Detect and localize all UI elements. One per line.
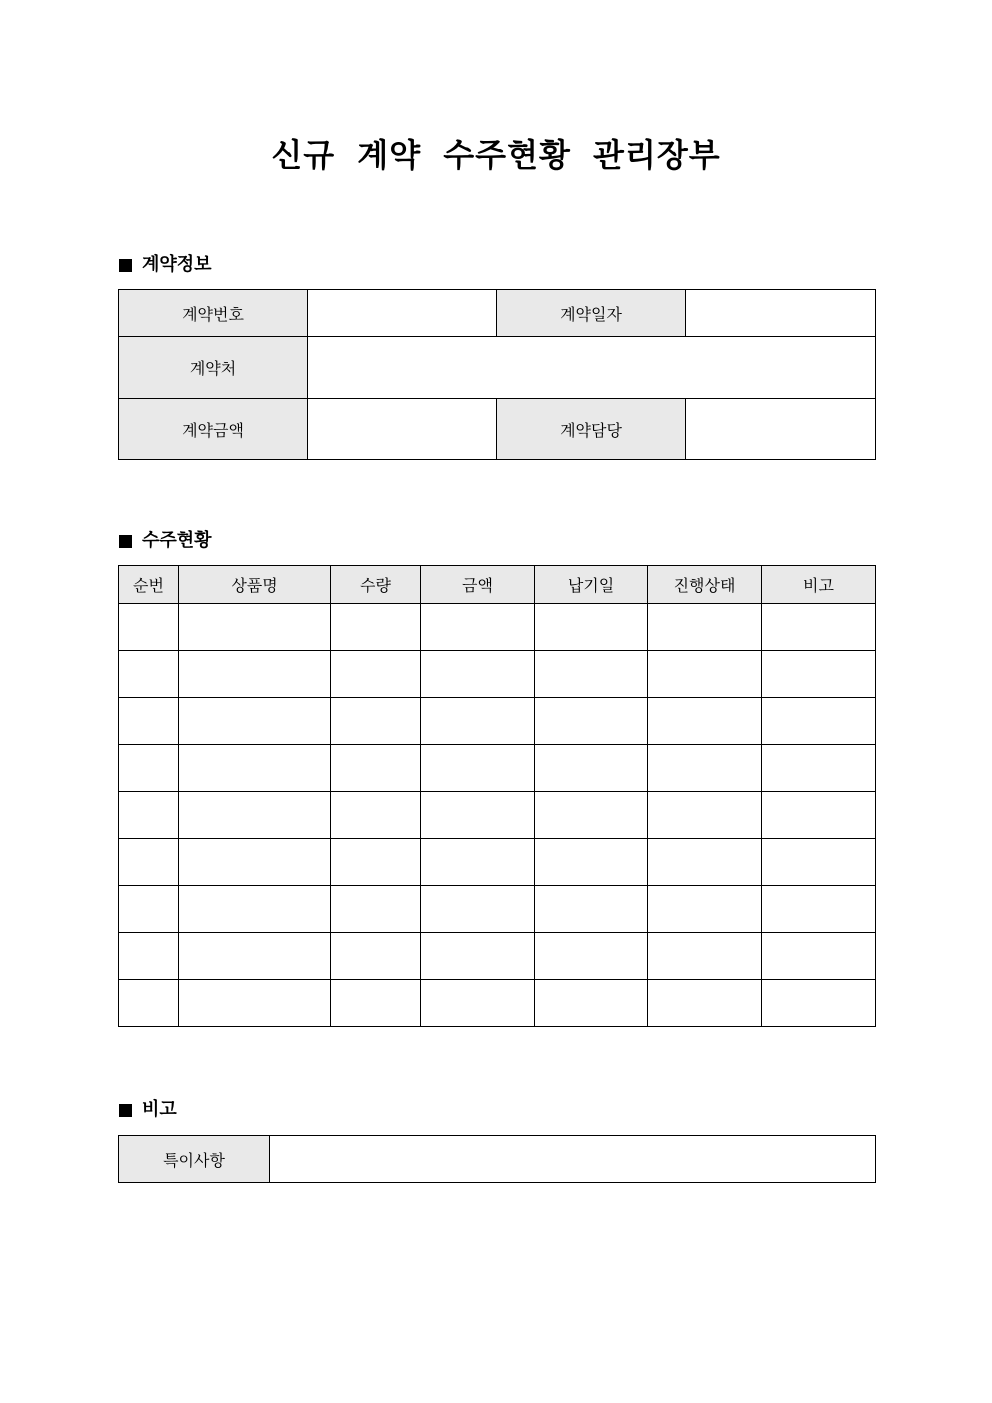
order-cell-status[interactable]: [648, 698, 762, 745]
order-cell-quantity[interactable]: [331, 651, 421, 698]
orders-section-heading: [119, 529, 212, 553]
order-cell-due-date[interactable]: [535, 698, 648, 745]
order-cell-index[interactable]: [119, 792, 179, 839]
order-cell-product[interactable]: [179, 792, 331, 839]
orders-table-body: [119, 604, 876, 1027]
order-cell-index[interactable]: [119, 745, 179, 792]
remarks-table: [118, 1135, 876, 1183]
order-cell-amount[interactable]: [421, 651, 535, 698]
order-cell-due-date[interactable]: [535, 651, 648, 698]
order-cell-due-date[interactable]: [535, 792, 648, 839]
order-cell-due-date[interactable]: [535, 839, 648, 886]
order-cell-note[interactable]: [762, 604, 876, 651]
column-header-status: 진행상태: [648, 566, 762, 604]
contract-section-title: 계약정보: [142, 254, 212, 275]
order-cell-status[interactable]: [648, 886, 762, 933]
column-header-note: 비고: [762, 566, 876, 604]
special-notes-label: 특이사항: [119, 1136, 270, 1183]
contract-date-field[interactable]: [686, 290, 876, 337]
order-cell-index[interactable]: [119, 839, 179, 886]
column-header-index: 순번: [119, 566, 179, 604]
order-cell-status[interactable]: [648, 839, 762, 886]
order-cell-note[interactable]: [762, 745, 876, 792]
contract-manager-label: 계약담당: [497, 399, 686, 460]
order-cell-quantity[interactable]: [331, 604, 421, 651]
table-row: [119, 792, 876, 839]
contract-amount-field[interactable]: [308, 399, 497, 460]
order-cell-status[interactable]: [648, 792, 762, 839]
order-cell-quantity[interactable]: [331, 745, 421, 792]
order-cell-status[interactable]: [648, 651, 762, 698]
order-cell-product[interactable]: [179, 651, 331, 698]
order-cell-due-date[interactable]: [535, 886, 648, 933]
table-row: [119, 698, 876, 745]
table-row: [119, 651, 876, 698]
order-cell-index[interactable]: [119, 886, 179, 933]
order-cell-status[interactable]: [648, 933, 762, 980]
order-cell-amount[interactable]: [421, 792, 535, 839]
table-row: [119, 604, 876, 651]
order-cell-quantity[interactable]: [331, 886, 421, 933]
order-cell-amount[interactable]: [421, 698, 535, 745]
order-cell-amount[interactable]: [421, 933, 535, 980]
order-cell-note[interactable]: [762, 980, 876, 1027]
document-title: 신규 계약 수주현황 관리장부: [271, 136, 721, 174]
contract-manager-field[interactable]: [686, 399, 876, 460]
order-cell-product[interactable]: [179, 933, 331, 980]
order-cell-quantity[interactable]: [331, 698, 421, 745]
order-cell-amount[interactable]: [421, 839, 535, 886]
special-notes-field[interactable]: [270, 1136, 876, 1183]
order-cell-index[interactable]: [119, 604, 179, 651]
order-cell-index[interactable]: [119, 651, 179, 698]
square-bullet-icon: [119, 535, 132, 548]
order-cell-due-date[interactable]: [535, 745, 648, 792]
order-cell-amount[interactable]: [421, 604, 535, 651]
order-cell-due-date[interactable]: [535, 980, 648, 1027]
table-row: [119, 745, 876, 792]
table-row: [119, 839, 876, 886]
order-cell-product[interactable]: [179, 980, 331, 1027]
order-cell-due-date[interactable]: [535, 933, 648, 980]
order-cell-amount[interactable]: [421, 980, 535, 1027]
remarks-section-title: 비고: [142, 1099, 177, 1120]
remarks-section-heading: [119, 1098, 177, 1122]
order-cell-note[interactable]: [762, 792, 876, 839]
column-header-amount: 금액: [421, 566, 535, 604]
order-cell-note[interactable]: [762, 886, 876, 933]
order-cell-index[interactable]: [119, 933, 179, 980]
order-cell-index[interactable]: [119, 980, 179, 1027]
order-cell-note[interactable]: [762, 839, 876, 886]
order-cell-due-date[interactable]: [535, 604, 648, 651]
contract-amount-label: 계약금액: [119, 399, 308, 460]
table-row: [119, 980, 876, 1027]
table-row: [119, 886, 876, 933]
column-header-quantity: 수량: [331, 566, 421, 604]
order-cell-status[interactable]: [648, 604, 762, 651]
contract-number-field[interactable]: [308, 290, 497, 337]
orders-section-title: 수주현황: [142, 530, 212, 551]
order-cell-status[interactable]: [648, 980, 762, 1027]
order-cell-quantity[interactable]: [331, 792, 421, 839]
contract-client-field[interactable]: [308, 337, 876, 399]
order-cell-status[interactable]: [648, 745, 762, 792]
order-cell-product[interactable]: [179, 745, 331, 792]
column-header-due-date: 납기일: [535, 566, 648, 604]
column-header-product: 상품명: [179, 566, 331, 604]
order-cell-amount[interactable]: [421, 745, 535, 792]
order-cell-index[interactable]: [119, 698, 179, 745]
contract-section-heading: [119, 253, 212, 277]
order-cell-product[interactable]: [179, 839, 331, 886]
order-cell-note[interactable]: [762, 933, 876, 980]
order-cell-quantity[interactable]: [331, 933, 421, 980]
order-cell-amount[interactable]: [421, 886, 535, 933]
contract-client-label: 계약처: [119, 337, 308, 399]
table-row: [119, 933, 876, 980]
square-bullet-icon: [119, 1104, 132, 1117]
order-cell-product[interactable]: [179, 886, 331, 933]
order-cell-note[interactable]: [762, 698, 876, 745]
order-cell-product[interactable]: [179, 604, 331, 651]
order-cell-product[interactable]: [179, 698, 331, 745]
orders-table: [118, 565, 876, 1027]
contract-date-label: 계약일자: [497, 290, 686, 337]
order-cell-note[interactable]: [762, 651, 876, 698]
order-cell-quantity[interactable]: [331, 839, 421, 886]
contract-info-table: [118, 289, 876, 460]
order-cell-quantity[interactable]: [331, 980, 421, 1027]
contract-number-label: 계약번호: [119, 290, 308, 337]
square-bullet-icon: [119, 259, 132, 272]
